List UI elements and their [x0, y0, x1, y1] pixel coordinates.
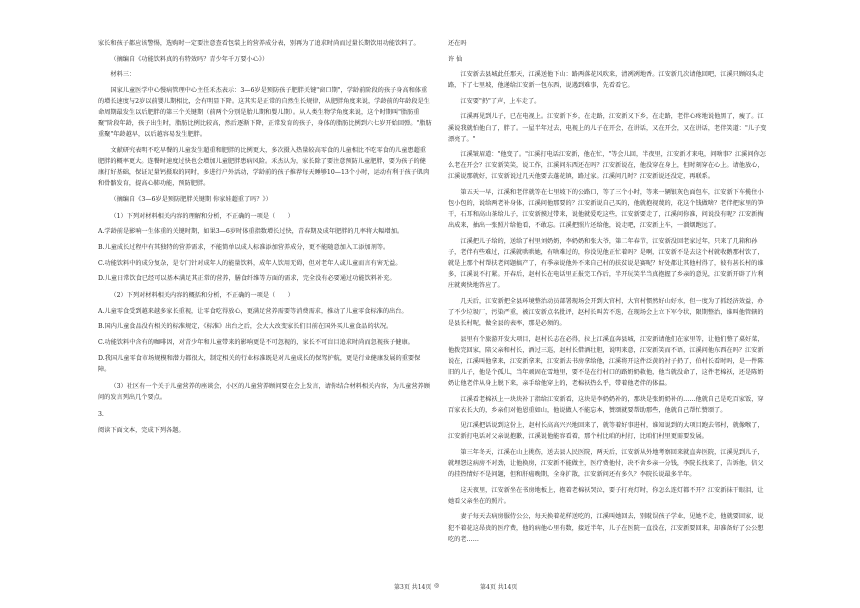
paragraph: 江安新去县城此任那天，江溪送他下山：路两落花风吹来，清冽冽地香。江安新几次请他回吧，江溪只顾闷头走路，下了七里坡，他递给江安新一包东西，说遇到难事，先看看它。: [448, 71, 764, 90]
paragraph: 江溪把儿子给的，送给了村里刘奶奶，李奶奶和张大爷，第二年春节，江安新没回老家过年，只来了几箱和孙子，老伴有些难过，江溪就哄哄她，有啥难过的，你没见他正忙着吗？是啊，江安新不是去这个村就收鹅那村饮了，就是上那个村帮扶老问题搞产了，有季亲说他外不来自己村的扶贫说是赛呢？好处都让其他村得了，彼有甚长村的谁多，江溪说不打紧。开春后，赵村长在电话里正报完工作后，半开玩笑半当真抱握了乡亲的意见，江安新开辟了片利庄就爽快地答应了。: [448, 237, 764, 290]
paragraph: 江溪皱眉道："他变了。"江溪打电话江安新，他在忙，"等会儿回，半夜里，江安新才来电，问啥事？江溪问你怎么老在开会？江安新笑笑，说工作，江溪问东西还在吗？江安新说在，他没穿在身上，但时刻穿在心上。请他放心，江溪说那就好，江安新说过几天他要去蓬花镇，路过家。江溪问几时？江安新说还没定，再联系。: [448, 151, 766, 181]
paragraph: 妻子每天去病房服侍公公，每天换着花样送吃的，江溪叫她回去，别耽误孩子学业，见她不走，他就要回家，说犯不着花这昂贵的医疗费，他的病他心里有数，接近半年，儿子在医院一直没在，江安新要回来，却准备好了公公想吃的老……: [448, 513, 764, 543]
page-footer: [0, 582, 860, 592]
question-option: D.我国儿童零食市场规模和潜力都很大，制定相关的行业标准既是对儿童成长的保驾护航，更是行业健康发展的重要保障。: [98, 354, 421, 373]
page-separator: ◎: [434, 582, 440, 589]
paragraph: 这天夜里，江安新坐在书房地板上，抱着老棉袄哭泣，要子打亮灯时，你怎么连灯都不开？江安新抹干眼泪，让她看父亲坐在的照片。: [448, 486, 764, 505]
question-option: C.功能饮料中的成分复杂，是专门针对成年人的能量饮料，成年人饮用无碍，但对老年人或儿童而言有害无益。: [98, 259, 402, 267]
left-column: [98, 38, 432, 440]
question-number: 3.: [98, 410, 104, 418]
question-option: D.儿童日常饮食已经可以基本满足其正常的营养，膳食纤维等方面的需求，完全没有必要通过功能饮料补充。: [98, 275, 396, 283]
paragraph: 第五天一早，江溪和老伴就等在七里坡下的公路口，等了三个小时，等来一辆银灰色面包车，江安新下车揽住小包小包的，说给两老补身体，江溪问他那要的？江安新说自己买的，他就抱视蔑的，花这个钱做啥？老伴把家里的笋干，石耳和高山茶给儿子，江安新摸过带来，说他就爱吃这些，江安新要走了，江溪问你准，问说没有呢？江安新掏出成来，抽出一张照片给他看，不敢忘。江溪把照片还给他，说走吧，江安新上车，一溜烟跑远了。: [448, 189, 764, 230]
instruction-text: 阅读下面文本，完成下列各题。: [98, 426, 185, 434]
paragraph: 江安要"扔"了声，上车走了。: [460, 97, 541, 105]
paragraph: 江溪看老棉袄上一块块补丁指给江安新看，这块是李奶奶补的，那块是张奶奶补的……他就自己是吃百家饭，穿百家衣长大的，乡亲们对他恩重如山，他说做人不能忘本，赞颂就要帮助那些，他就自己帮忙赞颂了。: [448, 395, 764, 414]
story-title: 还在吗: [448, 40, 467, 47]
paragraph: 县里有个旅游开发大项目，赵村长志在必得，拉上江溪直奔县城，江安新请他们在家里等，让他们整了桌好菜，他拨完回家，陪父亲和村长，酒过三巡，赵村长借酒壮胆，说明来意，江安新笑而不语，江溪问他东西在吗？江安新说在，江溪叫他拿来，江安新拿来，江安新去书房拿给他，江溪将开这件泛黄的衬子扔了，伯村长看时吗，是一件陈旧的儿子，他是个孤儿，当年顽固在雪地里，要不是在行村口的路奶奶救他，他当就没命了，这件老棉袄，还是陈奶奶让他老伴从身上脱下来，亲手给他穿上的，老棉袄热么乎，带着他老伴的体温。: [448, 335, 764, 388]
paragraph: （摘编自《功能饮料真的有特效吗？青少年千万要小心》）: [110, 55, 269, 63]
question-option: A.儿童零食受到越来越多家长重视，让零食吃得放心，更满足营养需要等消费需求，推动了儿童零食标准的出台。: [98, 307, 408, 315]
question-option: B.儿童成长过程中有其独特的营养需求，不能简单以成人标准添加营养成分，更不能随意加入工添加剂等。: [98, 243, 390, 251]
paragraph: 江溪再见到儿子，已在电视上。江安新下乡，在走路，江安新又下乡，在走路，老伴心疼地说他黑了，瘦了。江溪说我就怕他白了，胖了。一屋半年过去，电视上的儿子在开会，在讲话，又在开会，又在讲话，老伴笑道："儿子变漂亮了。": [448, 113, 767, 143]
story-author: 许 仙: [448, 55, 463, 63]
question-stem: （3）社区有一个关于儿童营养的座谈会，小区的儿童营养顾问要在会上发言，请你结合材料相关内容，为儿童营养顾问的发言列出几个要点。: [98, 382, 430, 401]
paragraph: 文献研究表明不吃早餐的儿童发生超重和肥胖的比例更大，多次摄入热量较高零食的儿童相比不吃零食的儿童患超重肥胖的概率更大。连餐时速度过快也会增加儿童肥胖患病风险。禾杰认为，家长除了要注意预防儿童肥胖，要为孩子的健康打好基础，保证足量钙摄取的同时，多进行户外活动，学龄前的孩子推荐每天睡够10—13个小时，运动有利于孩子肌肉和骨骼发育，提高心肺功能，预防肥胖。: [98, 146, 430, 188]
question-option: A.学龄前是影响一生体重的关键时期，如果3—6岁时体重指数增长过快，青春期及成年肥胖的几率将大幅增加。: [98, 228, 404, 236]
paragraph: 国家儿童医学中心慢病管理中心主任禾杰表示：3—6岁是预防孩子肥胖关键"窗口期"，学龄前阶段的孩子身高和体重的增长速度与2岁以前婴儿期相比，会有明显下降。这其实是正常的自然生长规律，从肥胖角度来说，学龄前的年龄段是生命周期最发生以后肥胖的第三个关键期（前两个分别是胎儿期和婴儿期）。从人类生物学角度来说，这个时期叫"脂肪重聚"阶段年龄，孩子出生时，脂肪比例比较高，然后逐渐下降，正常发育的孩子，身体的脂肪比例到六七岁开始回弹。"脂肪重聚"年龄越早，以后越容易发生肥胖。: [98, 86, 432, 139]
paragraph: 第三年冬天，江溪在山上挑伤，送去县人民医院，两天后，江安新从外地考察回来就直奔医院，江溪见到儿子，就埋怨这病房不对劲，让他换房，江安新不能做主，医疗费他付，决不舍乡亲一分钱，李院长找来了，告诉他，信父的挂热情好不是问题，但和肝癌晚期，全身扩散，江安新问还有多久？李院长说最多半年。: [448, 449, 764, 479]
right-column: [448, 38, 768, 549]
right-page-number: 第4页 共14页: [480, 584, 518, 591]
paragraph: （摘编自《3—6岁是预防肥胖关键期 你家娃超重了吗？》）: [110, 195, 272, 203]
question-option: B.国内儿童食品没有相关的标准规定，《标准》出台之后，会大大改变家长们目前在国外买儿童食品的状况。: [98, 323, 393, 331]
question-stem: （1）下列对材料相关内容的理解和分析，不正确的一项是（ ）: [110, 212, 294, 220]
paragraph: 几天后，江安新把全县环境整治动员部署现场会开到大官村，大官村惯然好山好水，但一度为了抓经济效益，办了不少垃圾厂，污染严重，被江安新点名批评，赵村长叫苦不迭，在现场会上立下军令状，限期整治，谁叫他管辖的是县长村呢，做全县的表率，那是必须的。: [448, 297, 764, 328]
question-stem: （2）下列对材料相关内容的概括和分析，不正确的一项是（ ）: [110, 292, 294, 300]
question-option: C.功能饮料中含有的咖啡因，对青少年和儿童带来的影响更是不可忽视的，家长不可盲目追求时尚而忽视孩子健康。: [98, 338, 414, 346]
left-page-number: 第3页 共14页: [394, 584, 432, 591]
paragraph: 见江溪把话说到这份上，赵村长高高兴兴地回来了，就等着好事进村，谁知说到的大项目跑去邻村，就像喉了，江安新打电话对父亲说抱歉，江溪说他能容看着，那个村比咱的村打，比咱们村里更需要发展。: [448, 422, 764, 441]
paragraph: 家长和孩子都应该警惕，选购时一定要注意查看包装上的营养成分表，别再为了追求时尚而过量长期饮用功能饮料了。: [98, 40, 420, 47]
section-heading: 材料三：: [110, 71, 136, 79]
